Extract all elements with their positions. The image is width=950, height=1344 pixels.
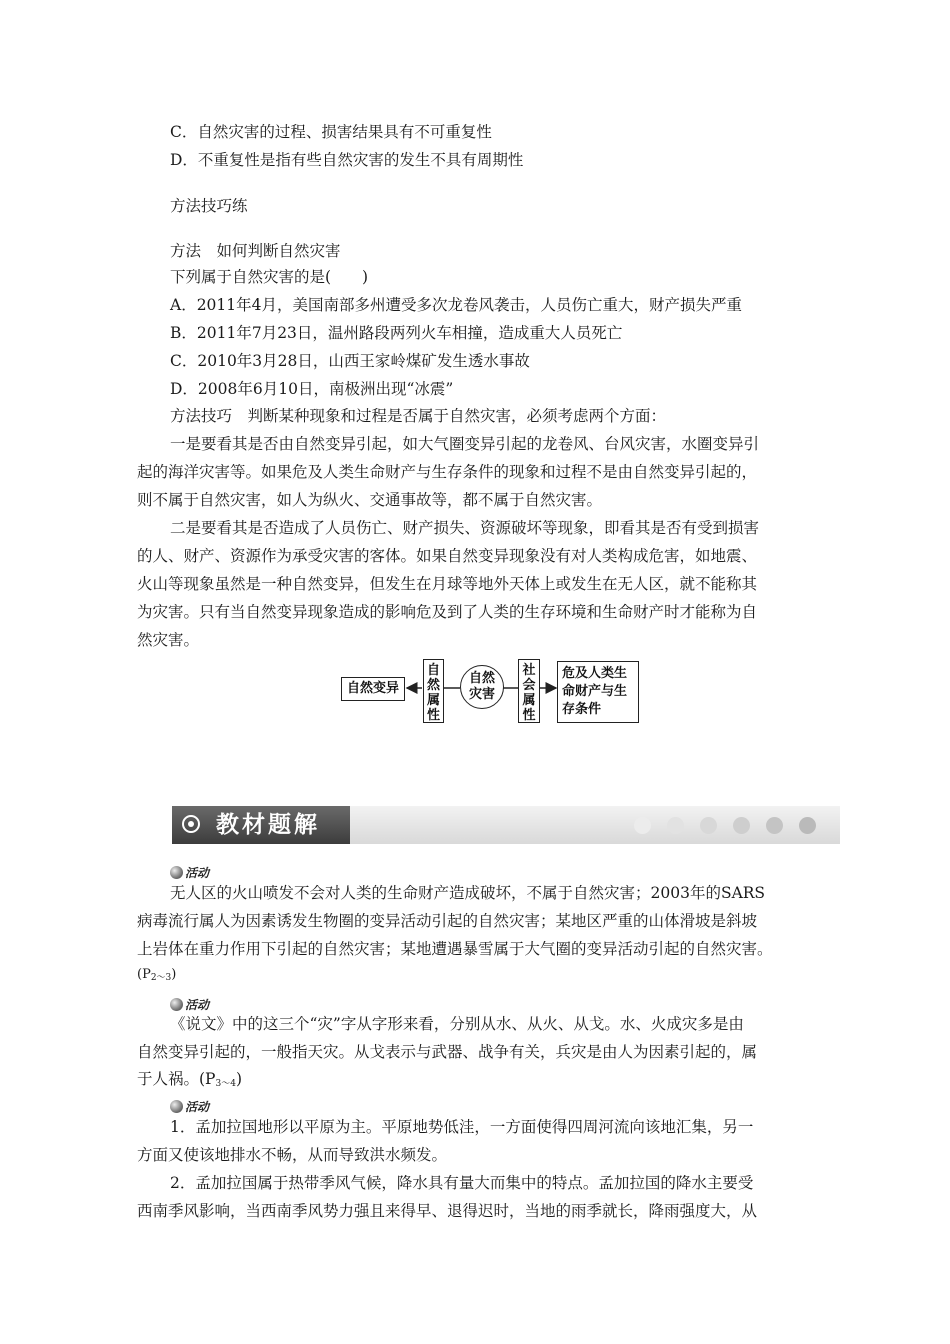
decor-dot	[700, 817, 717, 834]
activity-tag: 活动	[170, 996, 209, 1012]
activity3-line: 1．孟加拉国地形以平原为主。平原地势低洼，一方面使得四周河流向该地汇集，另一	[170, 1118, 754, 1136]
activity2-line: 《说文》中的这三个“灾”字从字形来看，分别从水、从火、从戈。水、火成灾多是由	[170, 1015, 744, 1033]
activity2-line: 于人祸。$(P_{3\sim 4})$	[137, 1070, 242, 1089]
activity-tag: 活动	[170, 1098, 209, 1114]
tips-p1-line: 起的海洋灾害等。如果危及人类生命财产与生存条件的现象和过程不是由自然变异引起的，	[137, 463, 758, 481]
activity1-page-ref: $(P_{2\sim 3})$	[137, 967, 177, 983]
decor-dot	[766, 817, 783, 834]
question-option-b: B．2011年7月23日，温州路段两列火车相撞，造成重大人员死亡	[170, 324, 623, 342]
activity3-line: 西南季风影响，当西南季风势力强且来得早、退得迟时，当地的雨季就长，降雨强度大，从	[137, 1202, 758, 1220]
question-stem: 下列属于自然灾害的是( )	[170, 268, 369, 286]
activity2-line: 自然变异引起的，一般指天灾。从戈表示与武器、战争有关，兵灾是由人为因素引起的，属	[137, 1043, 758, 1061]
tips-p2-line: 的人、财产、资源作为承受灾害的客体。如果自然变异现象没有对人类构成危害，如地震、	[137, 547, 758, 565]
tips-p2-line: 为灾害。只有当自然变异现象造成的影响危及到了人类的生存环境和生命财产时才能称为自	[137, 603, 758, 621]
globe-icon	[170, 866, 183, 879]
decor-dot	[799, 817, 816, 834]
activity-tag: 活动	[170, 864, 209, 880]
banner-title: 教材题解	[216, 812, 320, 838]
decor-dot	[733, 817, 750, 834]
globe-icon	[170, 1100, 183, 1113]
activity1-line: 无人区的火山喷发不会对人类的生命财产造成破坏，不属于自然灾害；2003年的SARS	[170, 884, 766, 902]
option-d: D．不重复性是指有些自然灾害的发生不具有周期性	[170, 151, 524, 169]
method-heading: 方法 如何判断自然灾害	[170, 242, 341, 260]
tips-p1-line: 一是要看其是否由自然变异引起，如大气圈变异引起的龙卷风、台风灾害，水圈变异引	[170, 435, 760, 453]
globe-icon	[170, 998, 183, 1011]
tips-p2-line: 然灾害。	[137, 631, 200, 649]
section-banner	[172, 806, 840, 844]
activity1-line: 病毒流行属人为因素诱发生物圈的变异活动引起的自然灾害；某地区严重的山体滑坡是斜坡	[137, 912, 758, 930]
activity3-line: 2．孟加拉国属于热带季风气候，降水具有量大而集中的特点。孟加拉国的降水主要受	[170, 1174, 754, 1192]
question-option-a: A．2011年4月，美国南部多州遭受多次龙卷风袭击，人员伤亡重大，财产损失严重	[170, 296, 743, 314]
option-c: C．自然灾害的过程、损害结果具有不可重复性	[170, 123, 492, 141]
tips-p1-line: 则不属于自然灾害，如人为纵火、交通事故等，都不属于自然灾害。	[137, 491, 603, 509]
diagram-human-threat: 危及人类生 命财产与生 存条件	[557, 661, 639, 723]
banner-title-block	[172, 806, 350, 844]
diagram-social-attribute: 社 会 属 性	[518, 659, 540, 723]
activity3-line: 方面又使该地排水不畅，从而导致洪水频发。	[137, 1146, 448, 1164]
diagram-natural-disaster: 自然 灾害	[460, 665, 504, 709]
activity1-line: 上岩体在重力作用下引起的自然灾害；某地遭遇暴雪属于大气圈的变异活动引起的自然灾害。	[137, 940, 773, 958]
diagram-natural-attribute: 自 然 属 性	[423, 659, 444, 723]
target-icon	[182, 815, 200, 833]
tips-p2-line: 二是要看其是否造成了人员伤亡、财产损失、资源破坏等现象，即看其是否有受到损害	[170, 519, 760, 537]
question-option-c: C．2010年3月28日，山西王家岭煤矿发生透水事故	[170, 352, 530, 370]
decor-dot	[634, 817, 651, 834]
tips-p2-line: 火山等现象虽然是一种自然变异，但发生在月球等地外天体上或发生在无人区，就不能称其	[137, 575, 758, 593]
question-option-d: D．2008年6月10日，南极洲出现“冰震”	[170, 380, 454, 398]
tips-heading: 方法技巧 判断某种现象和过程是否属于自然灾害，必须考虑两个方面：	[170, 407, 667, 425]
diagram-natural-variation: 自然变异	[341, 677, 405, 701]
decor-dot	[667, 817, 684, 834]
section-title: 方法技巧练	[170, 197, 248, 215]
